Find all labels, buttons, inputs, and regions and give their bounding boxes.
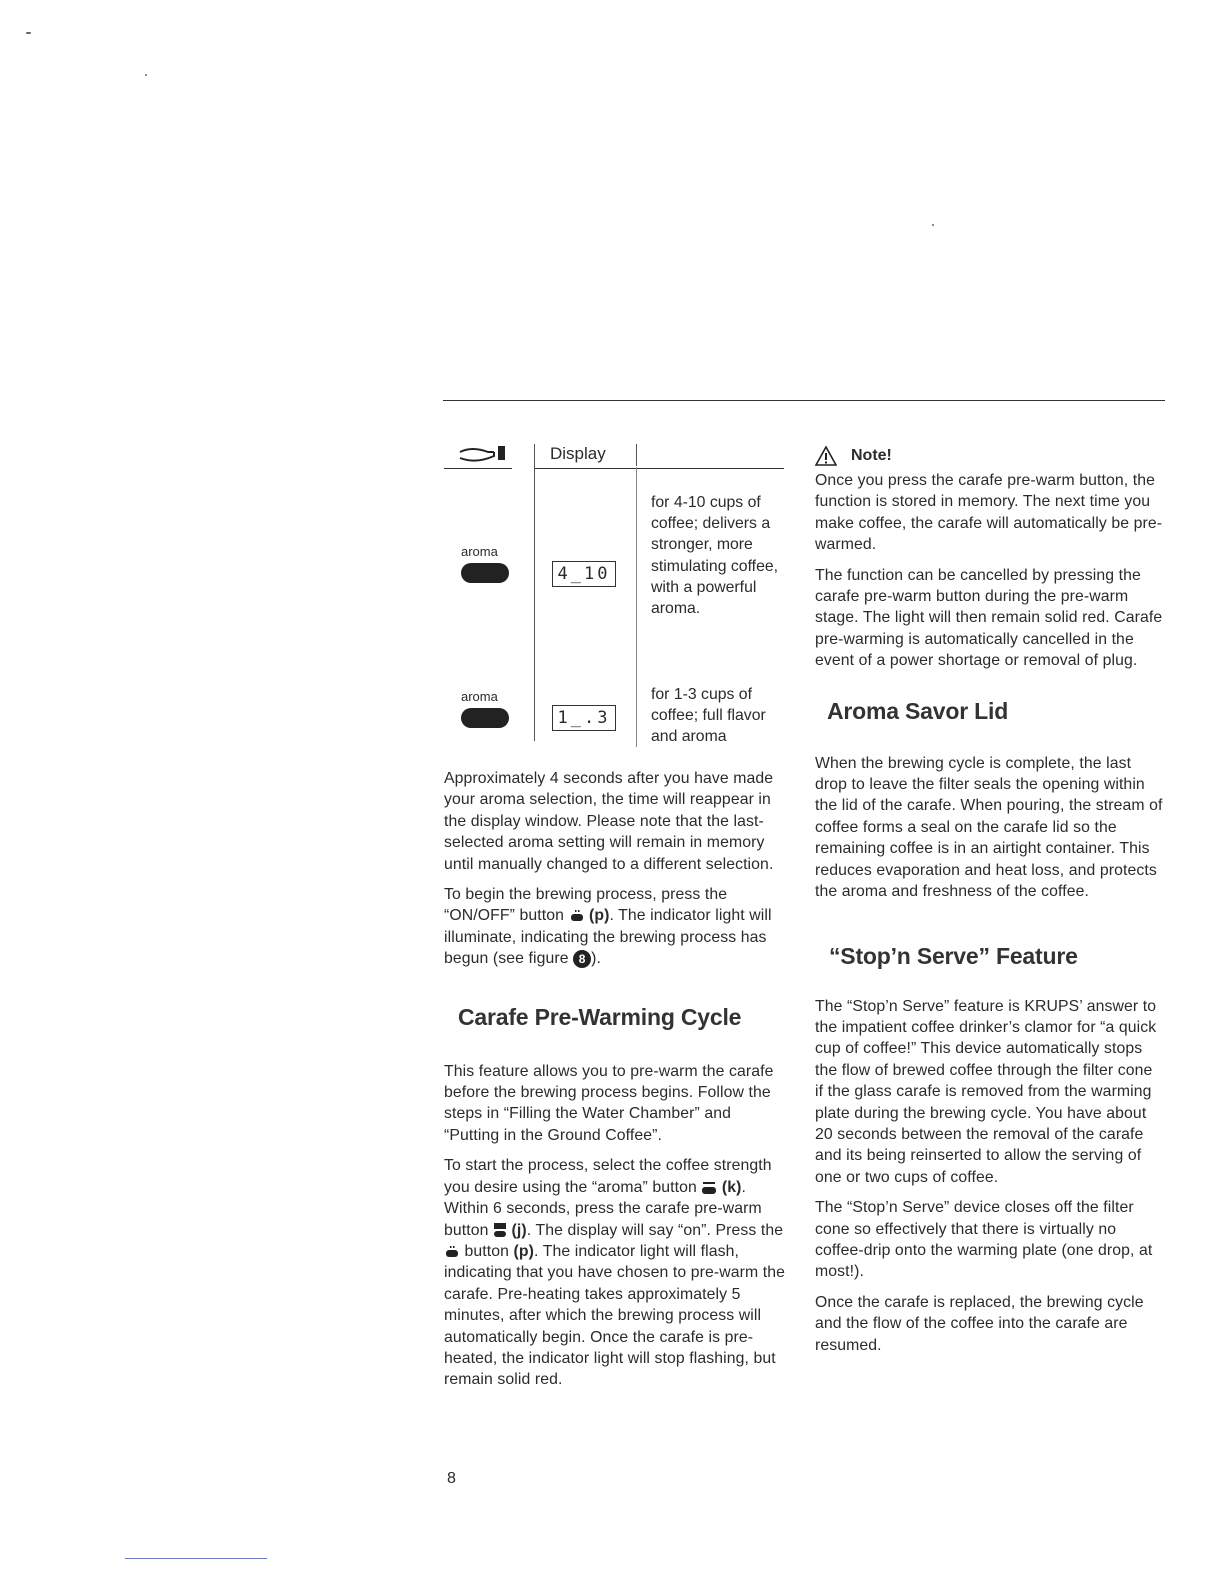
key-letter: (p) xyxy=(513,1242,535,1260)
aroma-button-icon xyxy=(701,1181,717,1195)
on-off-button-icon xyxy=(569,908,585,924)
paragraph-prewarm-intro: This feature allows you to pre-warm the carafe before the brewing process begins. Follow the steps in “Filling the Water Chamber” and “Putting in the Ground Coffee”. xyxy=(444,1062,774,1144)
right-column xyxy=(815,446,1165,1365)
text: To begin the brewing process, press the “ON/OFF” button xyxy=(444,886,728,925)
note-title: Note! xyxy=(851,447,892,464)
footer-line xyxy=(125,1558,267,1559)
warning-triangle-icon xyxy=(815,446,837,466)
note-paragraph-cancel: The function can be cancelled by pressing the carafe pre-warm button during the pre-warm stage. The light will then remain solid red. Carafe pre-warming is automatically cancelled in the event of a power shortage or removal of plug. xyxy=(815,566,1163,670)
aroma-button-strong xyxy=(461,563,509,583)
aroma-label: aroma xyxy=(461,689,498,704)
aroma-button-mild xyxy=(461,708,509,728)
text: . The display will say “on”. Press the xyxy=(526,1221,784,1239)
left-column xyxy=(444,430,789,1400)
key-letter: (j) xyxy=(511,1221,527,1239)
note-header xyxy=(815,446,1165,466)
table-header-line xyxy=(534,468,784,469)
aroma-label: aroma xyxy=(461,544,498,559)
key-letter: (p) xyxy=(589,907,610,925)
scan-speck xyxy=(26,32,31,34)
note-paragraph-memory: Once you press the carafe pre-warm button, the function is stored in memory. The next time you make coffee, the carafe will automatically be pre-warmed. xyxy=(815,472,1163,554)
key-letter: (k) xyxy=(721,1178,742,1196)
text: . Within 6 seconds, press the carafe pre-warm button xyxy=(444,1178,762,1239)
paragraph-aroma-selection: Approximately 4 seconds after you have made your aroma selection, the time will reappear in the display window. Please note that the last-selected aroma setting will remain in memory until manually changed to a different selection. xyxy=(444,770,774,873)
aroma-table xyxy=(444,430,784,746)
heading-aroma-savor-lid: Aroma Savor Lid xyxy=(827,697,1009,724)
paragraph-stop-n-serve-resume: Once the carafe is replaced, the brewing cycle and the flow of the coffee into the carafe are resumed. xyxy=(815,1293,1144,1354)
aroma-mild-description: for 1-3 cups of coffee; full flavor and aroma xyxy=(651,686,766,746)
table-divider xyxy=(636,444,637,466)
top-rule xyxy=(443,400,1165,401)
page-number: 8 xyxy=(447,1470,456,1487)
text: ). xyxy=(591,950,602,968)
scan-speck xyxy=(145,74,147,76)
aroma-strong-description: for 4-10 cups of coffee; delivers a stronger, more stimulating coffee, with a powerful aroma. xyxy=(651,494,779,618)
lcd-display-strong: 4_10 xyxy=(552,561,616,587)
text: . The indicator light will illuminate, indicating the brewing process has begun (see figure xyxy=(444,907,772,968)
text: button xyxy=(464,1242,510,1260)
table-header-line xyxy=(444,468,512,469)
scan-speck xyxy=(932,224,934,226)
display-column-header: Display xyxy=(550,444,606,463)
text: . The indicator light will flash, indicating that you have chosen to pre-warm the carafe. Pre-heating takes approximately 5 minutes, after which the brewing process will automatically begin. Once the carafe is pre-heated, the indicator light will stop flashing, but remain solid red. xyxy=(444,1242,786,1389)
table-divider xyxy=(534,444,535,741)
on-off-button-icon xyxy=(444,1244,460,1260)
paragraph-begin-brewing xyxy=(444,884,789,970)
paragraph-prewarm-steps xyxy=(444,1155,789,1390)
paragraph-aroma-savor-lid: When the brewing cycle is complete, the last drop to leave the filter seals the opening within the lid of the carafe. When pouring, the stream of coffee forms a seal on the carafe lid so the remaining coffee is in an airtight container. This reduces evaporation and heat loss, and protects the aroma and freshness of the coffee. xyxy=(815,754,1163,901)
figure-number-badge: 8 xyxy=(573,950,591,968)
heading-carafe-prewarming: Carafe Pre-Warming Cycle xyxy=(458,1003,742,1030)
text: To start the process, select the coffee strength you desire using the “aroma” button xyxy=(444,1157,772,1196)
aroma-setting-icon xyxy=(458,442,508,464)
paragraph-stop-n-serve-intro: The “Stop’n Serve” feature is KRUPS’ answer to the impatient coffee drinker’s clamor for “a quick cup of coffee!” This device automatically stops the flow of brewed coffee through the filter cone if the glass carafe is removed from the warming plate during the brewing cycle. You have about 20 seconds between the removal of the carafe and its being reinserted to allow the serving of one or two cups of coffee. xyxy=(815,997,1157,1186)
table-divider xyxy=(636,467,637,747)
carafe-prewarm-icon xyxy=(493,1222,507,1238)
lcd-display-mild: 1_.3 xyxy=(552,705,616,731)
paragraph-stop-n-serve-device: The “Stop’n Serve” device closes off the filter cone so effectively that there is virtually no coffee-drip onto the warming plate (one drop, at most!). xyxy=(815,1199,1153,1281)
heading-stop-n-serve: “Stop’n Serve” Feature xyxy=(829,942,1078,969)
